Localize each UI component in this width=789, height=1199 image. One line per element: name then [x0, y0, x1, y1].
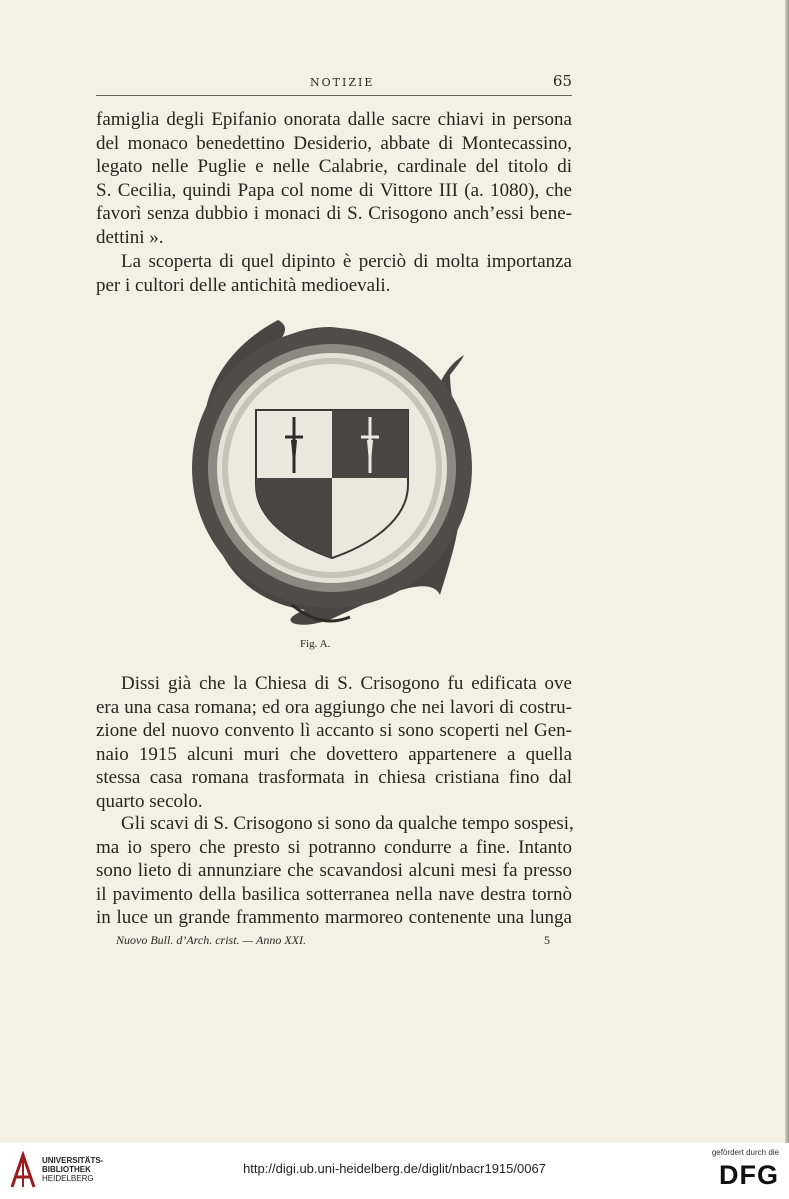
paragraph-4: [96, 812, 572, 930]
text-line: naio 1915 alcuni muri che dovettero appartenere a quella: [96, 743, 572, 765]
text-line: stessa casa romana trasformata in chiesa cristiana fino dal: [96, 767, 572, 788]
paragraph-3: [96, 672, 572, 813]
page-edge: [785, 0, 789, 1143]
text-line: S. Cecilia, quindi Papa col nome di Vittore III (a. 1080), che: [96, 179, 572, 201]
text-line: Dissi già che la Chiesa di S. Crisogono fu edificata ove: [121, 673, 572, 694]
text-line: era una casa romana; ed ora aggiungo che nei lavori di costru-: [96, 696, 572, 718]
journal-citation: Nuovo Bull. d’Arch. crist. — Anno XXI.: [116, 933, 306, 947]
library-name-line: HEIDELBERG: [42, 1174, 94, 1183]
text-line: dettini ».: [96, 226, 164, 248]
paragraph-1: [96, 108, 572, 249]
coat-of-arms-figure: [180, 305, 480, 635]
running-head: [96, 74, 572, 92]
text-line: quarto secolo.: [96, 790, 203, 812]
text-line: legato nelle Puglie e nelle Calabrie, cardinale del titolo di: [96, 156, 572, 177]
text-line: zione del nuovo convento lì accanto si sono scoperti nel Gen-: [96, 720, 572, 741]
text-line: La scoperta di quel dipinto è perciò di molta importanza: [121, 251, 572, 272]
text-line: sono lieto di annunziare che scavandosi alcuni mesi fa presso: [96, 860, 572, 881]
library-name-line: UNIVERSITÄTS-: [42, 1156, 104, 1165]
emblem-illustration: [180, 305, 480, 635]
header-rule: [96, 95, 572, 96]
page-number: 65: [552, 72, 572, 90]
paragraph-2: [96, 250, 572, 297]
text-line: Gli scavi di S. Crisogono si sono da qualche tempo sospesi,: [121, 813, 574, 834]
text-line: favorì senza dubbio i monaci di S. Crisogono anch’essi bene-: [96, 203, 572, 224]
funded-by-label: gefördert durch die: [711, 1148, 779, 1157]
text-line: il pavimento della basilica sotterranea nella nave destra tornò: [96, 883, 572, 905]
text-line: del monaco benedettino Desiderio, abbate di Montecassino,: [96, 132, 572, 154]
text-line: famiglia degli Epifanio onorata dalle sacre chiavi in persona: [96, 109, 572, 130]
signature-mark: 5: [544, 933, 550, 947]
footnote-signature: [116, 933, 550, 949]
text-line: in luce un grande frammento marmoreo contenente una lunga: [96, 907, 572, 928]
text-line: ma io spero che presto si potranno condurre a fine. Intanto: [96, 836, 572, 858]
viewer-footer: [0, 1143, 789, 1199]
figure-caption: Fig. A.: [300, 638, 331, 650]
permalink-url[interactable]: http://digi.ub.uni-heidelberg.de/diglit/nbacr1915/0067: [243, 1161, 546, 1176]
dfg-logo[interactable]: DFG: [719, 1160, 779, 1190]
library-name-line: BIBLIOTHEK: [42, 1165, 91, 1174]
running-title: NOTIZIE: [310, 76, 375, 89]
text-line: per i cultori delle antichità medioevali.: [96, 274, 391, 296]
